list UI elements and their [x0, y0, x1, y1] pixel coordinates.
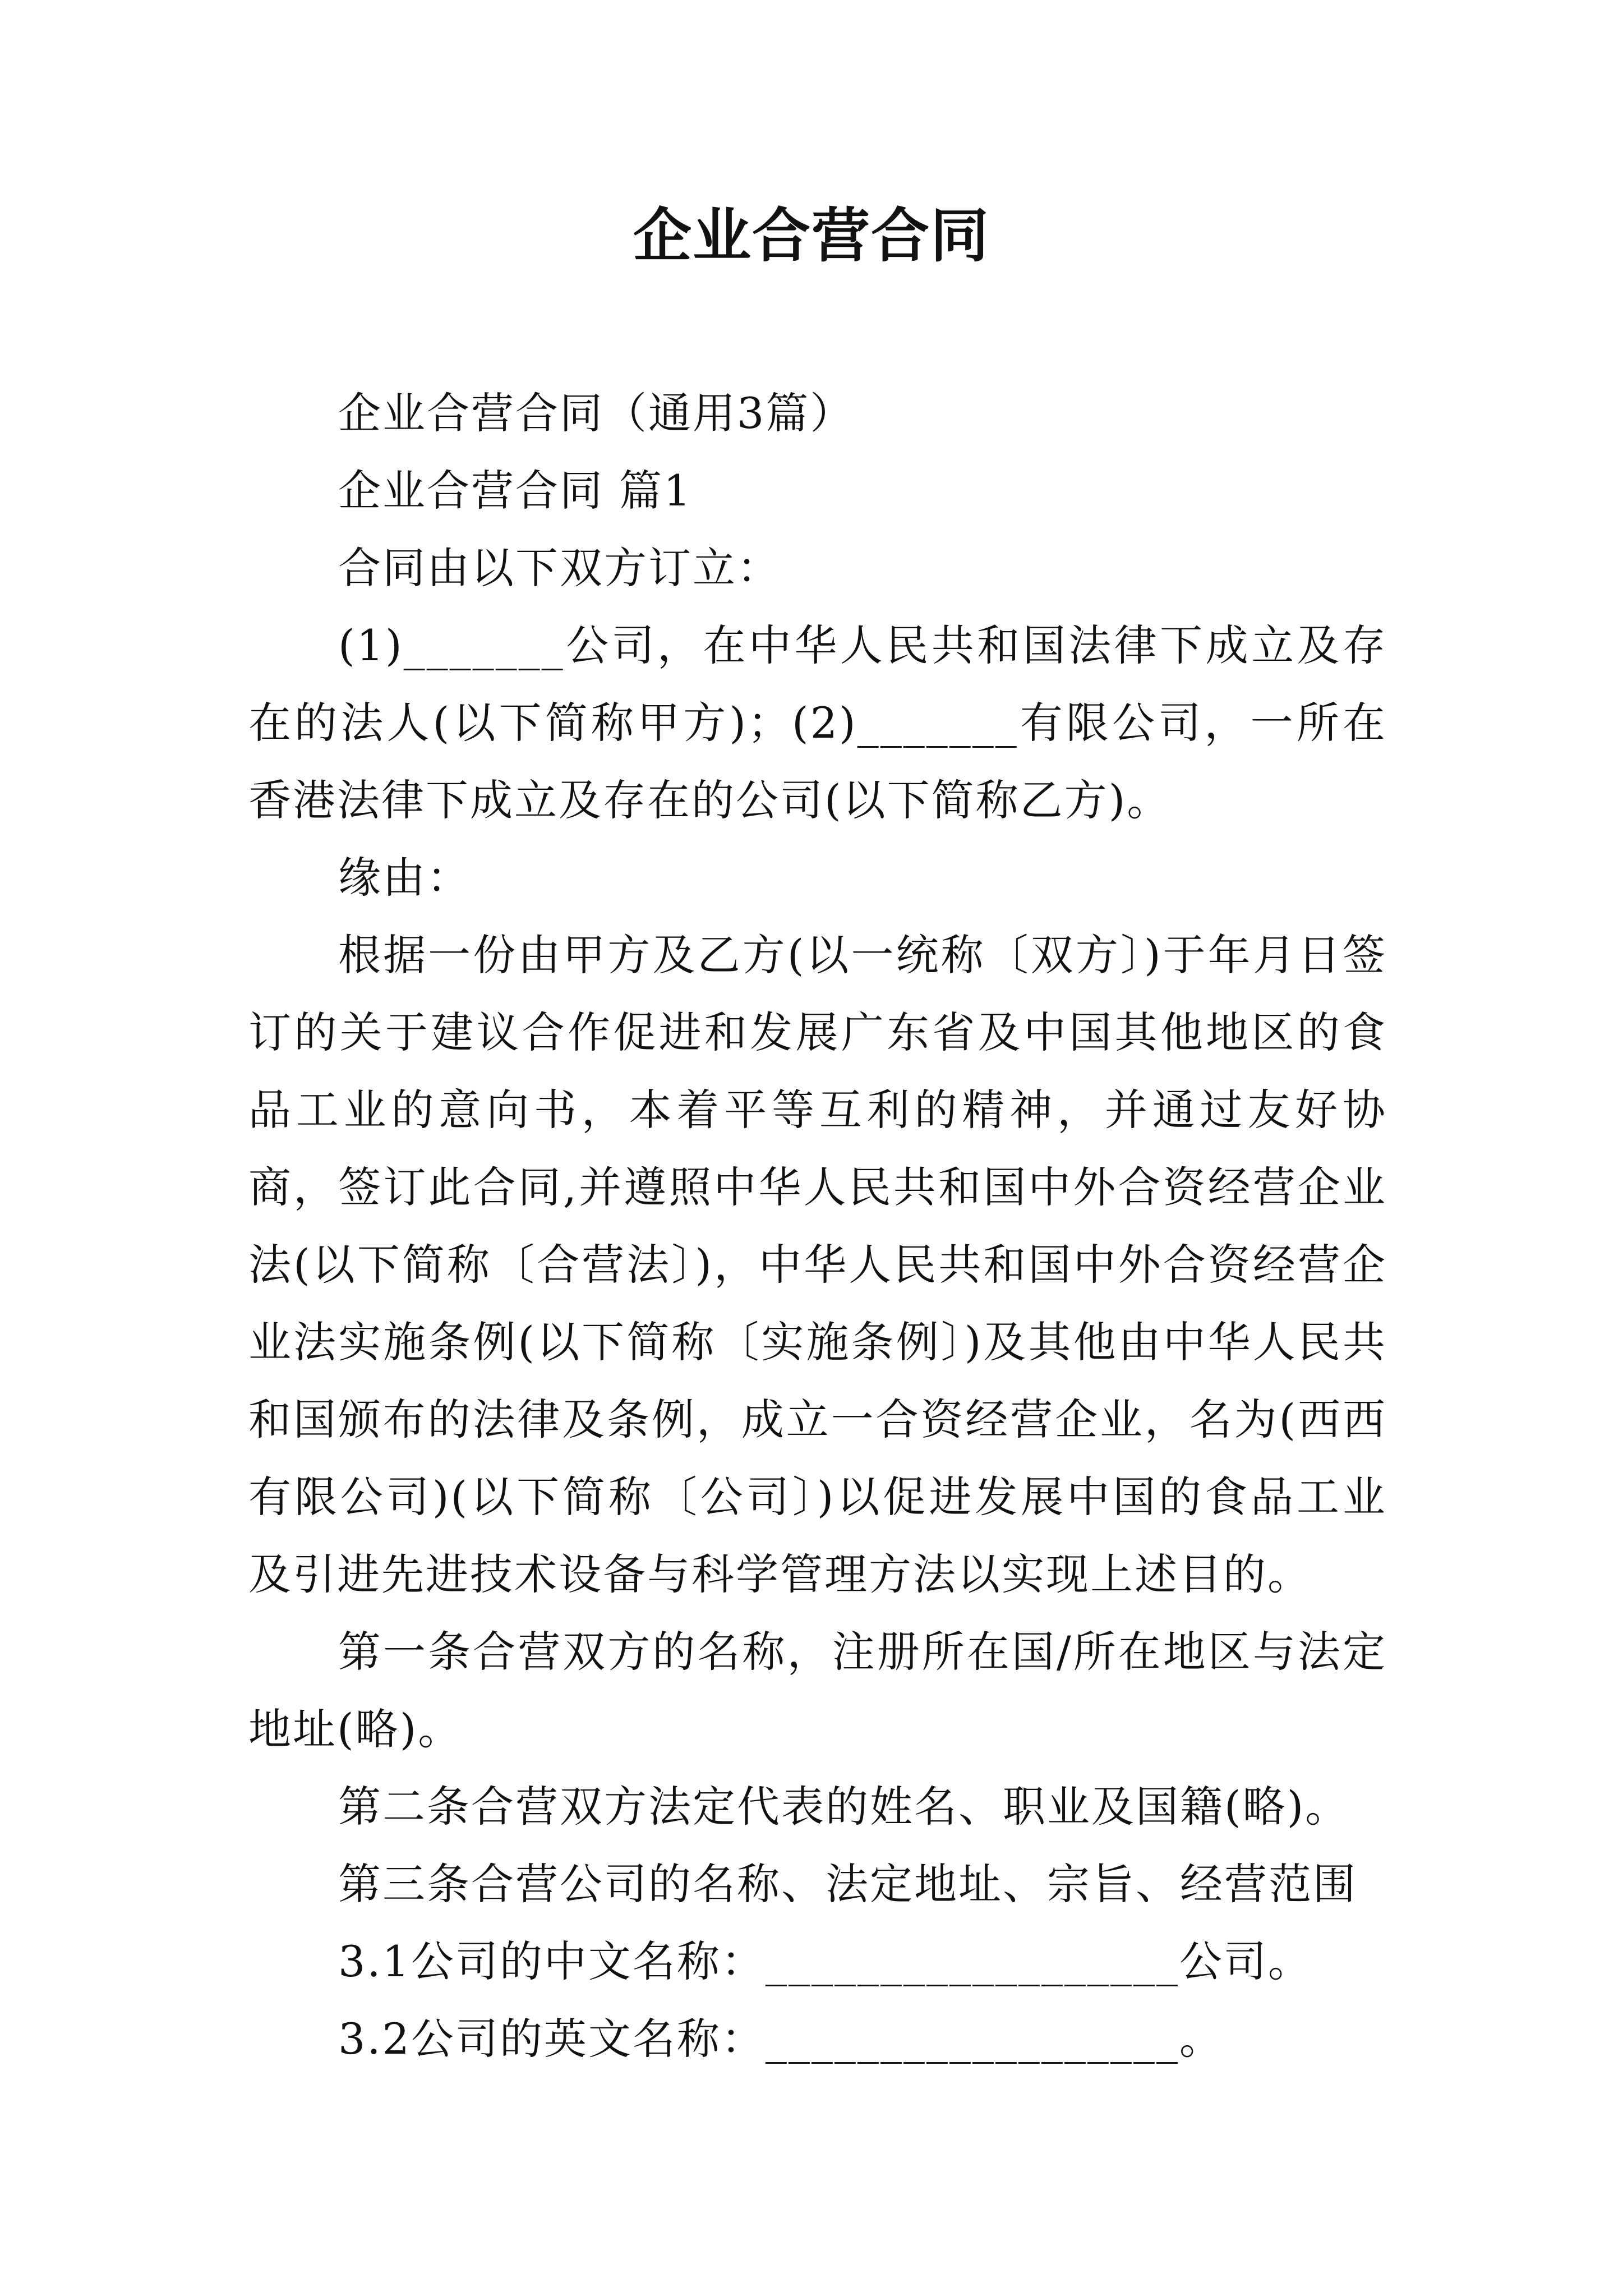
document-body [248, 375, 1387, 2078]
paragraph-article-3: 第三条合营公司的名称、法定地址、宗旨、经营范围 [338, 1859, 1357, 1909]
paragraph-parties-intro: 合同由以下双方订立： [338, 543, 781, 593]
paragraph-reason: 根据一份由甲方及乙方(以一统称〔双方〕)于年月日签订的关于建议合作促进和发展广东省及中国其他地区的食品工业的意向书，本着平等互利的精神，并通过友好协商，签订此合同,并遵照中华人民共和国中外合资经营企业法(以下简称〔合营法〕)，中华人民共和国中外合资经营企业法实施条例(以下简称〔实施条例〕)及其他由中华人民共和国颁布的法律及条例，成立一合资经营企业，名为(西西有限公司)(以下简称〔公司〕)以促进发展中国的食品工业及引进先进技术设备与科学管理方法以实现上述目的。 [248, 930, 1387, 1599]
document-title: 企业合营合同 [633, 201, 990, 270]
paragraph-subtitle: 企业合营合同（通用3篇） [338, 388, 855, 438]
paragraph-article-2: 第二条合营双方法定代表的姓名、职业及国籍(略)。 [338, 1782, 1350, 1832]
paragraph-section-heading: 企业合营合同 篇1 [338, 466, 693, 516]
paragraph-parties: (1)_______公司，在中华人民共和国法律下成立及存在的法人(以下简称甲方)；(2)_______有限公司，一所在香港法律下成立及存在的公司(以下简称乙方)。 [248, 620, 1387, 825]
paragraph-clause-3-1: 3.1公司的中文名称：__________________公司。 [338, 1936, 1312, 1986]
paragraph-article-1: 第一条合营双方的名称，注册所在国/所在地区与法定地址(略)。 [248, 1627, 1387, 1754]
paragraph-clause-3-2: 3.2公司的英文名称：__________________。 [338, 2014, 1224, 2064]
paragraph-reason-heading: 缘由： [338, 853, 471, 903]
